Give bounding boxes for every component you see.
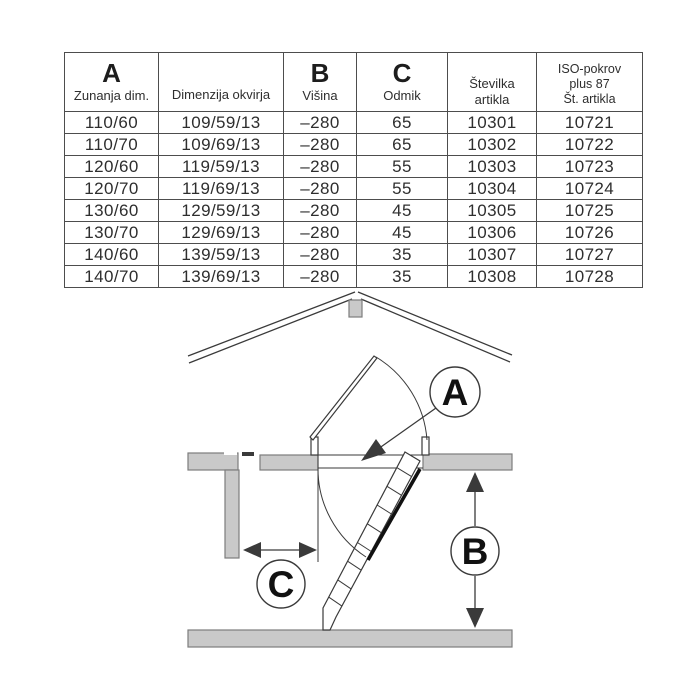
col-label-height: Višina [302, 87, 338, 103]
table-cell: 129/59/13 [159, 200, 284, 222]
table-cell: –280 [284, 178, 357, 200]
hatch-lid-open [310, 356, 377, 440]
col-label-article-2: artikla [474, 91, 510, 107]
table-cell: 120/70 [65, 178, 159, 200]
table-cell: 110/60 [65, 112, 159, 134]
table-cell: 119/59/13 [159, 156, 284, 178]
table-cell: 45 [357, 222, 448, 244]
hinge-dash [242, 452, 254, 456]
table-cell: 129/69/13 [159, 222, 284, 244]
col-label-article-1: Številka [469, 75, 515, 91]
col-label-outer-dim: Zunanja dim. [73, 87, 150, 103]
table-cell: –280 [284, 200, 357, 222]
table-cell: –280 [284, 244, 357, 266]
table-cell: 10305 [448, 200, 537, 222]
table-cell: –280 [284, 134, 357, 156]
col-label-iso-2: plus 87 [569, 77, 610, 91]
table-cell: 10728 [537, 266, 643, 288]
table-cell: 55 [357, 156, 448, 178]
col-label-iso-3: Št. artikla [563, 92, 616, 107]
ground-floor [188, 630, 512, 647]
col-label-offset: Odmik [383, 87, 421, 103]
table-cell: 10302 [448, 134, 537, 156]
table-cell: 130/70 [65, 222, 159, 244]
table-cell: 109/69/13 [159, 134, 284, 156]
dim-a [361, 367, 480, 461]
table-cell: 10723 [537, 156, 643, 178]
interior-wall [225, 470, 239, 558]
table-cell: 65 [357, 112, 448, 134]
table-cell: 10727 [537, 244, 643, 266]
table-cell: 140/60 [65, 244, 159, 266]
table-cell: 55 [357, 178, 448, 200]
folding-ladder [323, 452, 420, 630]
table-cell: 10304 [448, 178, 537, 200]
table-cell: 10726 [537, 222, 643, 244]
table-cell: 109/59/13 [159, 112, 284, 134]
table-cell: 10301 [448, 112, 537, 134]
table-cell: 10722 [537, 134, 643, 156]
table-cell: 10724 [537, 178, 643, 200]
table-cell: 10303 [448, 156, 537, 178]
table-cell: 35 [357, 266, 448, 288]
table-cell: 10307 [448, 244, 537, 266]
table-cell: –280 [284, 222, 357, 244]
table-cell: –280 [284, 156, 357, 178]
label-c: C [267, 564, 295, 605]
table-cell: 120/60 [65, 156, 159, 178]
lid-swing-arc [376, 357, 427, 440]
col-letter-a: A [102, 58, 121, 89]
table-cell: 10306 [448, 222, 537, 244]
label-b: B [461, 531, 489, 572]
ridge-block [349, 300, 362, 317]
table-cell: 130/60 [65, 200, 159, 222]
table-cell: 10725 [537, 200, 643, 222]
table-cell: 119/69/13 [159, 178, 284, 200]
table-cell: –280 [284, 112, 357, 134]
ceiling-left [188, 452, 318, 470]
table-cell: –280 [284, 266, 357, 288]
table-cell: 10721 [537, 112, 643, 134]
table-cell: 139/69/13 [159, 266, 284, 288]
col-letter-b: B [310, 58, 330, 89]
table-cell: 45 [357, 200, 448, 222]
col-label-frame-dim: Dimenzija okvirja [171, 86, 271, 102]
table-cell: 10308 [448, 266, 537, 288]
table-cell: 140/70 [65, 266, 159, 288]
ceiling-right [423, 454, 512, 470]
col-letter-c: C [392, 58, 412, 89]
dim-c [243, 455, 318, 608]
table-cell: 139/59/13 [159, 244, 284, 266]
table-cell: 110/70 [65, 134, 159, 156]
dim-b [451, 472, 499, 628]
label-a: A [441, 372, 469, 413]
table-cell: 35 [357, 244, 448, 266]
table-cell: 65 [357, 134, 448, 156]
col-label-iso-1: ISO-pokrov [557, 61, 622, 76]
